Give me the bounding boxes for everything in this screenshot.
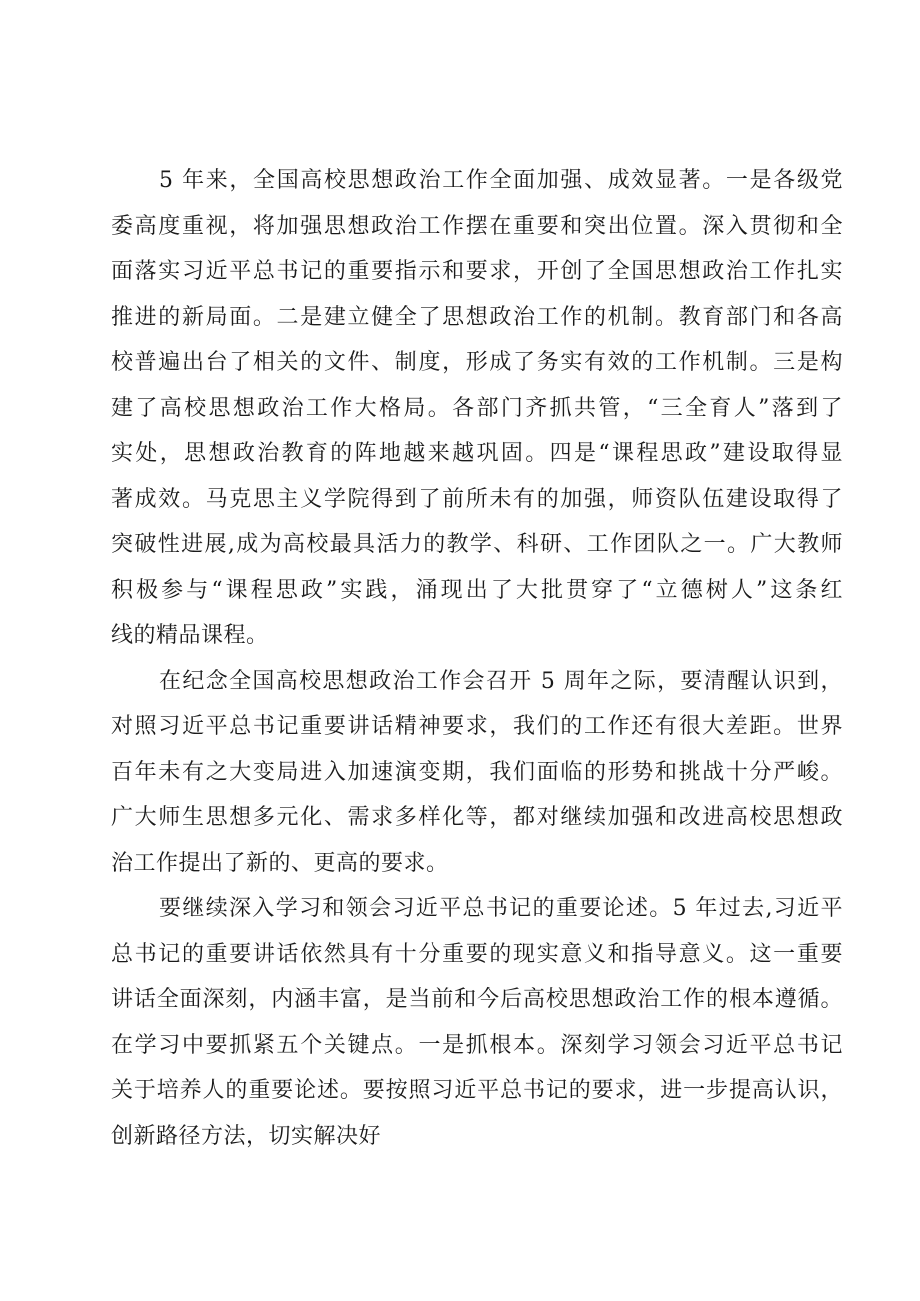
text-line: 校普遍出台了相关的文件、制度，形成了务实有效的工作机制。三是构 <box>111 350 843 375</box>
text-line: 突破性进展,成为高校最具活力的教学、科研、工作团队之一。广大教师 <box>111 532 843 557</box>
text-line: 在学习中要抓紧五个关键点。一是抓根本。深刻学习领会习近平总书记 <box>111 1032 843 1058</box>
text-line: 推进的新局面。二是建立健全了思想政治工作的机制。教育部门和各高 <box>111 304 843 330</box>
text-line: 对照习近平总书记重要讲话精神要求，我们的工作还有很大差距。世界 <box>111 714 843 739</box>
paragraph-gaps <box>111 659 843 887</box>
text-line: 建了高校思想政治工作大格局。各部门齐抓共管，“三全育人”落到了 <box>111 395 843 421</box>
text-line: 广大师生思想多元化、需求多样化等，都对继续加强和改进高校思想政 <box>111 805 843 830</box>
text-line: 积极参与“课程思政”实践，涌现出了大批贯穿了“立德树人”这条红 <box>111 577 843 603</box>
text-line: 面落实习近平总书记的重要指示和要求，开创了全国思想政治工作扎实 <box>111 259 843 284</box>
text-line: 讲话全面深刻，内涵丰富，是当前和今后高校思想政治工作的根本遵循。 <box>111 987 843 1012</box>
text-line: 著成效。马克思主义学院得到了前所未有的加强，师资队伍建设取得了 <box>111 486 843 512</box>
text-line: 线的精品课程。 <box>111 623 269 648</box>
text-line: 总书记的重要讲话依然具有十分重要的现实意义和指导意义。这一重要 <box>111 941 843 967</box>
text-line: 百年未有之大变局进入加速演变期，我们面临的形势和挑战十分严峻。 <box>111 759 843 785</box>
text-line: 关于培养人的重要论述。要按照习近平总书记的要求，进一步提高认识， <box>111 1078 843 1103</box>
text-line: 要继续深入学习和领会习近平总书记的重要论述。5 年过去,习近平 <box>159 896 843 921</box>
document-body <box>111 158 843 1159</box>
text-line: 5 年来，全国高校思想政治工作全面加强、成效显著。一是各级党 <box>159 168 843 193</box>
text-line: 实处，思想政治教育的阵地越来越巩固。四是“课程思政”建设取得显 <box>111 441 843 466</box>
text-line: 创新路径方法，切实解决好 <box>111 1123 382 1149</box>
text-line: 治工作提出了新的、更高的要求。 <box>111 850 449 876</box>
paragraph-achievements <box>111 158 843 659</box>
text-line: 委高度重视，将加强思想政治工作摆在重要和突出位置。深入贯彻和全 <box>111 213 843 239</box>
paragraph-study <box>111 886 843 1159</box>
text-line: 在纪念全国高校思想政治工作会召开 5 周年之际，要清醒认识到， <box>159 668 843 694</box>
